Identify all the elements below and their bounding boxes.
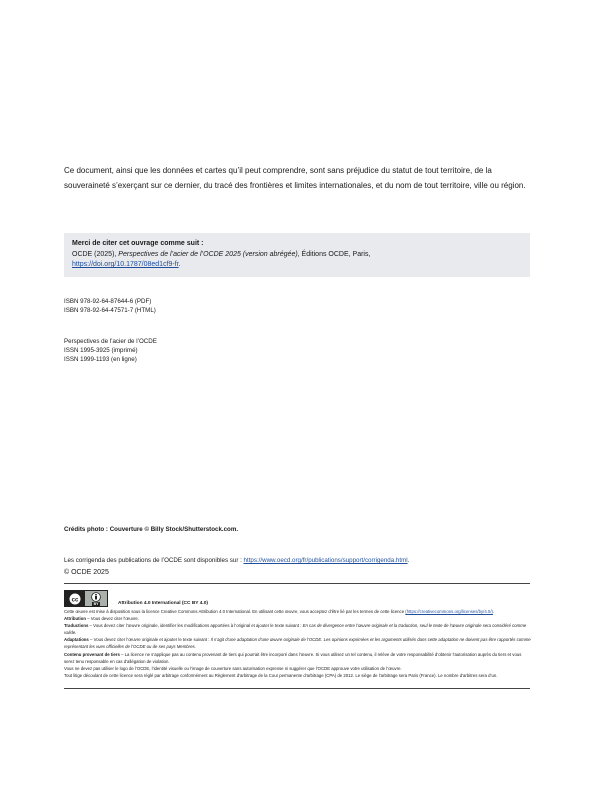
- copyright: © OCDE 2025: [64, 569, 109, 576]
- cc-logo-text: cc: [71, 596, 79, 603]
- translations-label: Traductions: [64, 623, 89, 629]
- third-party-label: Contenu provenant de tiers: [64, 651, 120, 657]
- third-party-para: [64, 651, 532, 665]
- by-label: BY: [93, 601, 99, 606]
- license-intro: Cette œuvre est mise à disposition sous la licence Creative Commons Attribution 4.0 International. En utilisant cette œuvre, vous acceptez d’être lié par les termes de cette licence: [64, 609, 405, 614]
- corrigenda-end: .: [407, 557, 410, 564]
- adaptations-text: – Vous devez citer l’œuvre originale et ajouter le texte suivant :: [88, 637, 211, 643]
- cc-by-logo: [64, 590, 108, 607]
- corrigenda-link[interactable]: https://www.oecd.org/fr/publications/support/corrigenda.html: [243, 557, 408, 564]
- issn-print: ISSN 1995-3925 (imprimé): [64, 347, 138, 354]
- license-terms: [64, 608, 532, 679]
- license-title: Attribution 4.0 International (CC BY 4.0): [118, 601, 208, 606]
- adaptations-italic: Il s’agit d’une adaptation d’une œuvre originale de l’OCDE. Les opinions exprimées et les arguments utilisés dans cette adaptation ne doivent pas être rapportés comme représentant les vues officielles de l’OCDE ou de ses pays Membres.: [64, 637, 531, 650]
- adaptations-label: Adaptations: [64, 637, 89, 643]
- attribution-text: – Vous devez citer l’œuvre.: [85, 616, 139, 622]
- divider-top: [64, 583, 530, 584]
- license-url-end: .: [492, 609, 495, 614]
- logo-use-para: Vous ne devez pas utiliser le logo de l’OCDE, l’identité visuelle ou l’image de couverture sans autorisation expresse ni suggérer que l’OCDE approuve votre utilisation de l’œuvre.: [64, 665, 402, 671]
- corrigenda-text: Les corrigenda des publications de l’OCDE sont disponibles sur :: [64, 557, 244, 564]
- citation-suffix: , Éditions OCDE, Paris,: [297, 250, 371, 258]
- third-party-text: – La licence ne s’applique pas au contenu provenant de tiers qui pourrait être incorporé dans l’œuvre. Si vous utilisez un tel contenu, il relève de votre responsabilité d’obtenir l’autorisation auprès du tiers et vous serez tenu responsable en cas d’allégation de violation.: [64, 651, 522, 664]
- by-icon: [85, 591, 107, 606]
- isbn-html: ISBN 978-92-64-47571-7 (HTML): [64, 307, 156, 314]
- translations-para: [64, 622, 532, 636]
- series-name: Perspectives de l’acier de l’OCDE: [64, 338, 157, 345]
- corrigenda-line: [64, 557, 534, 564]
- citation-doi-link[interactable]: https://doi.org/10.1787/08ed1cf9-fr: [72, 261, 179, 268]
- issn-online: ISSN 1999-1193 (en ligne): [64, 356, 137, 363]
- citation-text: [72, 250, 530, 261]
- attribution-label: Attribution: [64, 616, 86, 622]
- person-icon: [91, 592, 101, 602]
- arbitration-para: Tout litige découlant de cette licence sera réglé par arbitrage conformément au Règlement d’arbitrage de la Cour permanente d’arbitrage (CPA) de 2012. Le siège de l’arbitrage sera Paris (France). Le nombre d’arbitres sera d’un.: [64, 672, 498, 678]
- citation-heading: Merci de citer cet ouvrage comme suit :: [72, 240, 204, 247]
- license-url-link[interactable]: (https://creativecommons.org/licenses/by/4.0/): [405, 609, 493, 614]
- translations-italic: En cas de divergence entre l’œuvre originale et la traduction, seul le texte de l’œuvre originale sera considéré comme valide.: [64, 623, 527, 636]
- photo-credits: Crédits photo : Couverture © Billy Stock/Shutterstock.com.: [64, 526, 239, 533]
- isbn-block: [64, 297, 156, 315]
- adaptations-para: [64, 636, 532, 650]
- citation-doi-line: [72, 260, 530, 271]
- citation-prefix: OCDE (2025),: [72, 250, 119, 258]
- cc-circle-icon: [68, 592, 82, 606]
- isbn-pdf: ISBN 978-92-64-87644-6 (PDF): [64, 298, 152, 305]
- citation-box: [64, 233, 530, 277]
- translations-text: – Vous devez citer l’œuvre originale, identifier les modifications apportées à l’original et ajouter le texte suivant :: [88, 623, 303, 629]
- series-block: [64, 337, 157, 364]
- cc-icon: [65, 591, 85, 606]
- disclaimer-text: Ce document, ainsi que les données et cartes qu’il peut comprendre, sont sans préjudice du statut de tout territoire, de la souveraineté s’exerçant sur ce dernier, du tracé des frontières et limites internationales, et du nom de tout territoire, ville ou région.: [64, 166, 526, 190]
- citation-title: Perspectives de l’acier de l’OCDE 2025 (version abrégée): [118, 250, 298, 258]
- license-intro-para: [64, 608, 532, 615]
- attribution-para: [64, 615, 532, 622]
- citation-doi-end: .: [178, 261, 181, 268]
- divider-bottom: [64, 688, 530, 689]
